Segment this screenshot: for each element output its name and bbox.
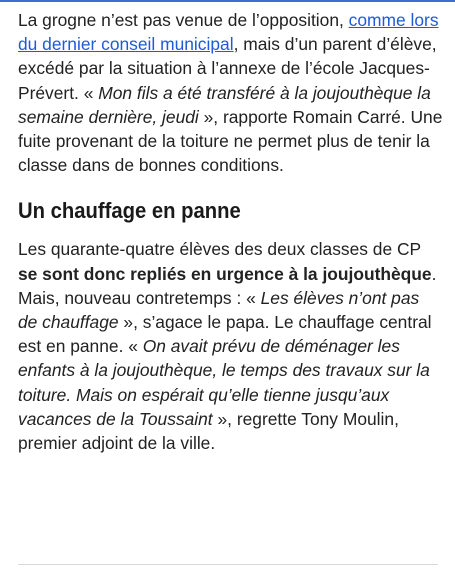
paragraph-text: », rapporte Romain Carré. Une fuite provenant de la toiture ne permet plus de tenir la classe dans de bonnes conditions. bbox=[18, 106, 443, 176]
paragraph-text: », s’agace le papa. Le chauffage central est en panne. « bbox=[18, 312, 432, 357]
top-divider bbox=[0, 0, 455, 2]
paragraph-text: Les quarante-quatre élèves des deux classes de CP bbox=[18, 239, 421, 260]
article-body bbox=[18, 8, 443, 455]
municipal-council-link[interactable]: comme lors du dernier conseil municipal bbox=[18, 10, 439, 55]
paragraph-opposition bbox=[18, 8, 443, 177]
parent-quote: Mon fils a été transféré à la joujouthèque la semaine dernière, jeudi bbox=[18, 82, 431, 127]
bold-highlight: se sont donc repliés en urgence à la joujouthèque bbox=[18, 263, 432, 284]
paragraph-text: , mais d’un parent d’élève, excédé par la situation à l’annexe de l’école Jacques-Prévert. « bbox=[18, 34, 437, 103]
deputy-quote: On avait prévu de déménager les enfants à la joujouthèque, le temps des travaux sur la toiture. Mais on espérait qu’elle tienne jusqu’aux vacances de la Toussaint bbox=[18, 336, 430, 429]
paragraph-heating bbox=[18, 237, 443, 455]
paragraph-text: », regrette Tony Moulin, premier adjoint de la ville. bbox=[18, 408, 399, 454]
section-heading: Un chauffage en panne bbox=[18, 198, 241, 224]
bottom-divider bbox=[18, 564, 438, 565]
paragraph-text: . Mais, nouveau contretemps : « bbox=[18, 263, 437, 308]
paragraph-text: La grogne n’est pas venue de l’opposition, bbox=[18, 10, 349, 30]
parent-quote: Les élèves n’ont pas de chauffage bbox=[18, 287, 420, 333]
